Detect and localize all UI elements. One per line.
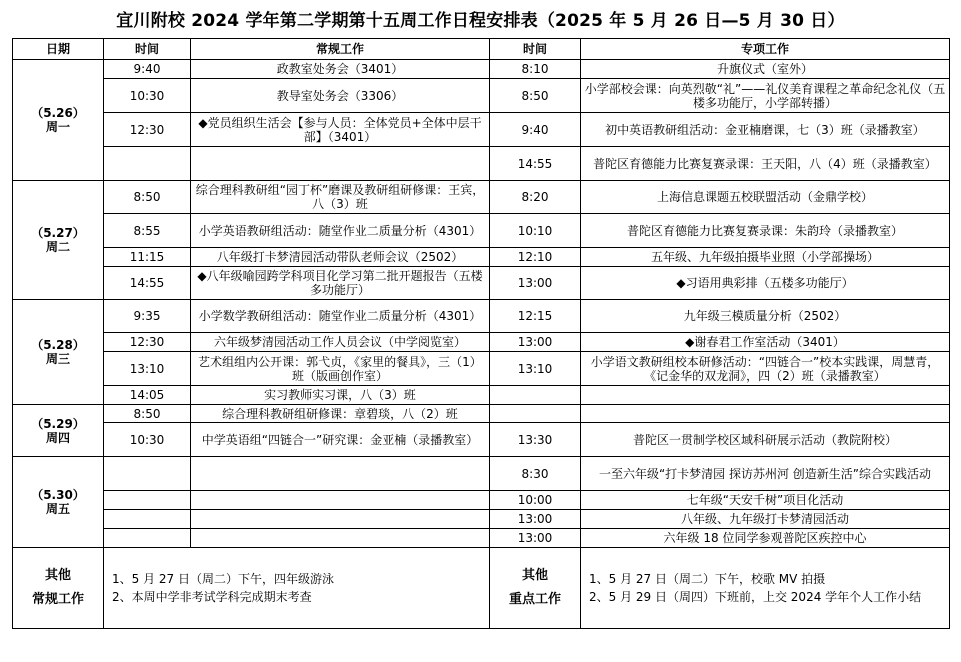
special-time: [490, 405, 581, 423]
day-weekday: 周二: [45, 240, 70, 254]
special-time: 13:10: [490, 352, 581, 386]
routine-item: [191, 491, 490, 510]
day-weekday: 周三: [45, 352, 70, 366]
footer-right-label-line2: 重点工作: [508, 592, 561, 607]
special-time: 8:10: [490, 60, 581, 79]
table-row: [13, 386, 950, 405]
routine-item: 政教室处务会（3401）: [191, 60, 490, 79]
day-date: （5.29）: [31, 416, 85, 431]
table-row: [13, 405, 950, 423]
table-row: [13, 510, 950, 529]
routine-time: [104, 147, 191, 181]
routine-item: ◆党员组织生活会【参与人员：全体党员+全体中层干部】（3401）: [191, 113, 490, 147]
special-item: 七年级“天安千树”项目化活动: [581, 491, 950, 510]
footer-left-label-line1: 其他: [44, 568, 71, 583]
header-time-special: 时间: [490, 39, 581, 60]
special-item: 普陀区育德能力比赛复赛录课：王天阳，八（4）班（录播教室）: [581, 147, 950, 181]
header-special: 专项工作: [581, 39, 950, 60]
routine-time: 8:50: [104, 181, 191, 214]
special-time: 13:30: [490, 423, 581, 457]
special-item: 六年级 18 位同学参观普陀区疾控中心: [581, 529, 950, 548]
routine-time: 12:30: [104, 333, 191, 352]
table-row: [13, 147, 950, 181]
special-item: [581, 405, 950, 423]
routine-time: [104, 529, 191, 548]
header-time-routine: 时间: [104, 39, 191, 60]
special-item: 五年级、九年级拍摄毕业照（小学部操场）: [581, 248, 950, 267]
routine-time: 14:55: [104, 267, 191, 300]
schedule-table: [12, 38, 950, 629]
footer-left-label-line2: 常规工作: [31, 592, 84, 607]
footer-left-notes: [104, 548, 490, 629]
table-row: [13, 423, 950, 457]
routine-time: 13:10: [104, 352, 191, 386]
table-row: [13, 333, 950, 352]
day-cell: [13, 405, 104, 457]
routine-time: 11:15: [104, 248, 191, 267]
special-time: [490, 386, 581, 405]
table-row: [13, 60, 950, 79]
day-weekday: 周五: [45, 502, 70, 516]
footer-left-label: [13, 548, 104, 629]
routine-time: 8:55: [104, 214, 191, 248]
special-item: 九年级三模质量分析（2502）: [581, 300, 950, 333]
special-time: 8:30: [490, 457, 581, 491]
footer-right-note: 2、5 月 29 日（周四）下班前，上交 2024 学年个人工作小结: [589, 590, 922, 604]
routine-time: 9:40: [104, 60, 191, 79]
table-row: [13, 457, 950, 491]
page-title: 宜川附校 2024 学年第二学期第十五周工作日程安排表（2025 年 5 月 26 日—5 月 30 日）: [116, 11, 845, 31]
special-item: 升旗仪式（室外）: [581, 60, 950, 79]
table-row: [13, 214, 950, 248]
table-row: [13, 529, 950, 548]
footer-right-label: [490, 548, 581, 629]
routine-item: 六年级梦清园活动工作人员会议（中学阅览室）: [191, 333, 490, 352]
special-time: 12:15: [490, 300, 581, 333]
special-time: 9:40: [490, 113, 581, 147]
table-row: [13, 267, 950, 300]
routine-time: [104, 457, 191, 491]
table-row: [13, 79, 950, 113]
schedule-body: [13, 60, 950, 548]
footer-left-note: 2、本周中学非考试学科完成期末考查: [112, 590, 312, 604]
special-item: 普陀区育德能力比赛复赛录课：朱韵玲（录播教室）: [581, 214, 950, 248]
special-time: 13:00: [490, 267, 581, 300]
day-weekday: 周一: [45, 120, 70, 134]
footer-right-label-line1: 其他: [521, 568, 548, 583]
routine-time: [104, 491, 191, 510]
routine-item: [191, 529, 490, 548]
header-date: 日期: [13, 39, 104, 60]
routine-time: 12:30: [104, 113, 191, 147]
day-cell: [13, 181, 104, 300]
day-cell: [13, 457, 104, 548]
routine-time: 10:30: [104, 79, 191, 113]
special-item: 上海信息课题五校联盟活动（金鼎学校）: [581, 181, 950, 214]
special-item: ◆谢春君工作室活动（3401）: [581, 333, 950, 352]
day-date: （5.27）: [31, 226, 85, 240]
routine-item: 教导室处务会（3306）: [191, 79, 490, 113]
routine-item: [191, 457, 490, 491]
routine-item: ◆八年级喻园跨学科项目化学习第二批开题报告（五楼多功能厅）: [191, 267, 490, 300]
routine-time: 14:05: [104, 386, 191, 405]
routine-item: 中学英语组“四链合一”研究课：金亚楠（录播教室）: [191, 423, 490, 457]
special-item: 小学部校会课：向英烈敬“礼”——礼仪美育课程之革命纪念礼仪（五楼多功能厅，小学部转播）: [581, 79, 950, 113]
header-routine: 常规工作: [191, 39, 490, 60]
header-row: [13, 39, 950, 60]
special-item: 八年级、九年级打卡梦清园活动: [581, 510, 950, 529]
day-cell: [13, 60, 104, 181]
routine-item: 小学数学教研组活动：随堂作业二质量分析（4301）: [191, 300, 490, 333]
special-item: 普陀区一贯制学校区域科研展示活动（教院附校）: [581, 423, 950, 457]
footer-right-notes: [581, 548, 950, 629]
table-row: [13, 248, 950, 267]
table-row: [13, 352, 950, 386]
routine-item: 八年级打卡梦清园活动带队老师会议（2502）: [191, 248, 490, 267]
special-time: 8:20: [490, 181, 581, 214]
day-date: （5.26）: [31, 106, 85, 120]
routine-item: 实习教师实习课，八（3）班: [191, 386, 490, 405]
day-date: （5.30）: [31, 488, 85, 502]
routine-item: 小学英语教研组活动：随堂作业二质量分析（4301）: [191, 214, 490, 248]
footer-left-note: 1、5 月 27 日（周二）下午，四年级游泳: [112, 572, 334, 586]
routine-item: 综合理科教研组“园丁杯”磨课及教研组研修课：王宾，八（3）班: [191, 181, 490, 214]
special-time: 13:00: [490, 529, 581, 548]
routine-item: 综合理科教研组研修课：章碧琰，八（2）班: [191, 405, 490, 423]
day-weekday: 周四: [45, 430, 70, 445]
special-item: 初中英语教研组活动：金亚楠磨课，七（3）班（录播教室）: [581, 113, 950, 147]
table-row: [13, 300, 950, 333]
footer-right-note: 1、5 月 27 日（周二）下午，校歌 MV 拍摄: [589, 572, 826, 586]
table-row: [13, 491, 950, 510]
day-cell: [13, 300, 104, 405]
special-time: 8:50: [490, 79, 581, 113]
routine-time: 10:30: [104, 423, 191, 457]
special-item: ◆习语用典彩排（五楼多功能厅）: [581, 267, 950, 300]
special-item: 一至六年级“打卡梦清园 探访苏州河 创造新生活”综合实践活动: [581, 457, 950, 491]
special-time: 12:10: [490, 248, 581, 267]
table-row: [13, 113, 950, 147]
special-item: [581, 386, 950, 405]
routine-time: [104, 510, 191, 529]
routine-time: 8:50: [104, 405, 191, 423]
footer-row: [13, 548, 950, 629]
special-time: 13:00: [490, 333, 581, 352]
special-time: 13:00: [490, 510, 581, 529]
routine-item: 艺术组组内公开课：郭弋贞，《家里的餐具》，三（1）班（版画创作室）: [191, 352, 490, 386]
special-time: 10:00: [490, 491, 581, 510]
table-row: [13, 181, 950, 214]
routine-time: 9:35: [104, 300, 191, 333]
special-time: 10:10: [490, 214, 581, 248]
day-date: （5.28）: [31, 338, 85, 352]
special-time: 14:55: [490, 147, 581, 181]
routine-item: [191, 147, 490, 181]
routine-item: [191, 510, 490, 529]
special-item: 小学语文教研组校本研修活动：“四链合一”校本实践课，周慧青，《记金华的双龙洞》，四（2）班（录播教室）: [581, 352, 950, 386]
